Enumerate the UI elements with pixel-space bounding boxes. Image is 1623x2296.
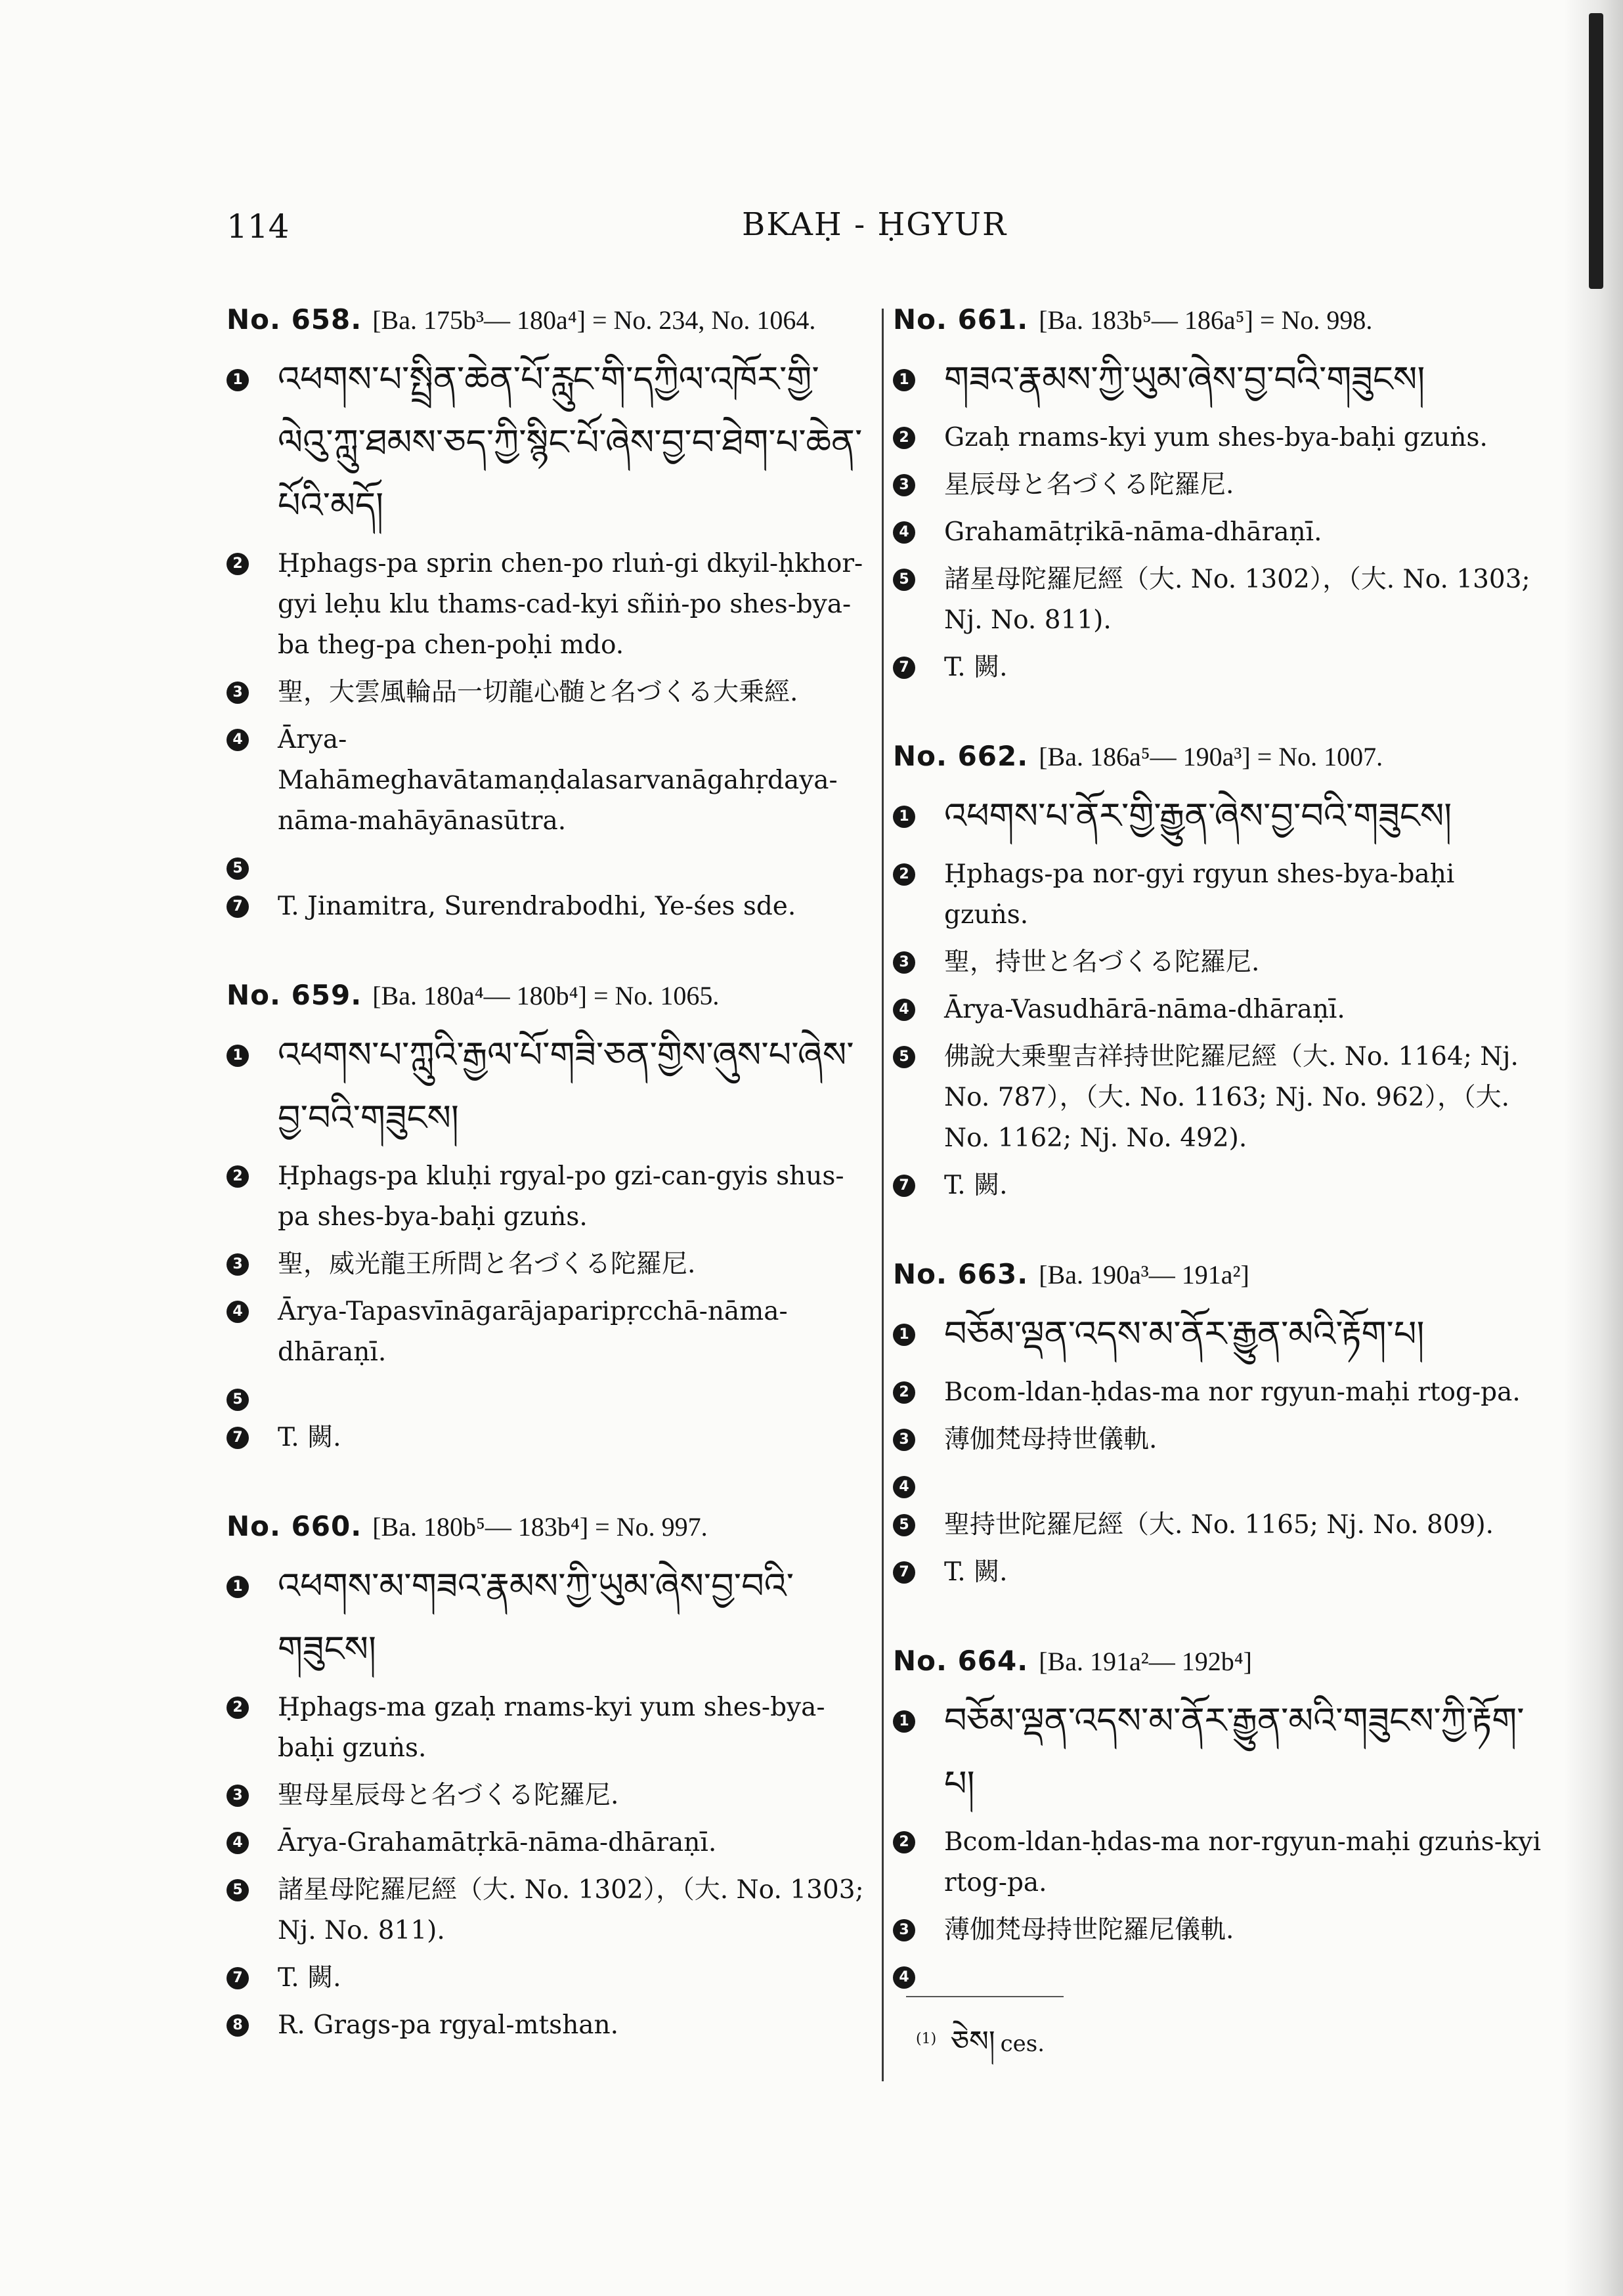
field-tibetan-title [893, 1303, 1543, 1366]
marker-4: 4 [893, 1966, 915, 1989]
transliteration: Ḥphags-ma gzaḥ rnams-kyi yum shes-bya-baḥi gzuṅs. [278, 1693, 825, 1763]
marker-4: 4 [893, 999, 915, 1021]
marker-3: 3 [227, 1785, 249, 1807]
sanskrit-title: Ārya-Tapasvīnāgarājaparipṛcchā-nāma-dhāraṇī. [278, 1297, 788, 1367]
marker-2: 2 [227, 1165, 249, 1188]
marker-5: 5 [893, 569, 915, 591]
entry-664 [893, 1640, 1543, 1989]
tibetan-title: གཟའ་རྣམས་ཀྱི་ཡུམ་ཞེས་བྱ་བའི་གཟུངས། [944, 358, 1425, 400]
entry-663 [893, 1253, 1543, 1593]
marker-5: 5 [893, 1514, 915, 1536]
tibetan-title: འཕགས་པ་སྤྲིན་ཆེན་པོ་རླུང་གི་དཀྱིལ་འཁོར་གྱི་ལེའུ་ཀླུ་ཐམས་ཅད་ཀྱི་སྙིང་པོ་ཞེས་བྱ་བ་ཐེག་པ་ཆེན་པོའི་མདོ། [278, 358, 863, 526]
field-translator [227, 1958, 870, 1999]
marker-2: 2 [893, 1381, 915, 1404]
entry-661 [893, 299, 1543, 688]
japanese-title: 聖，大雲風輪品一切龍心髄と名づくる大乗經. [278, 678, 798, 707]
translator: T. 闕. [278, 1423, 341, 1452]
marker-7: 7 [893, 1561, 915, 1584]
field-translator [227, 886, 870, 927]
page-number: 114 [227, 207, 290, 246]
entry-number: No. 659. [227, 979, 362, 1011]
field-tibetan-title [227, 1555, 870, 1681]
marker-8: 8 [227, 2014, 249, 2037]
entry-header [227, 974, 870, 1017]
entry-reference: [Ba. 190a³— 191a²] [1039, 1260, 1249, 1289]
tibetan-title: བཅོམ་ལྡན་འདས་མ་ནོར་རྒྱུན་མའི་གཟུངས་ཀྱི་རྟོག་པ། [944, 1700, 1525, 1804]
marker-1: 1 [893, 1710, 915, 1733]
translator: T. Jinamitra, Surendrabodhi, Ye-śes sde. [278, 892, 796, 921]
entry-662 [893, 735, 1543, 1206]
japanese-title: 薄伽梵母持世儀軌. [944, 1425, 1158, 1454]
entry-659 [227, 974, 870, 1458]
field-reviser [227, 2005, 870, 2046]
entry-658 [227, 299, 870, 927]
field-transliteration [893, 854, 1543, 936]
transliteration: Bcom-ldan-ḥdas-ma nor rgyun-maḥi rtog-pa. [944, 1377, 1521, 1407]
entry-header [893, 1640, 1543, 1683]
marker-4: 4 [227, 1832, 249, 1854]
marker-1: 1 [227, 1576, 249, 1598]
marker-2: 2 [893, 1831, 915, 1853]
field-transliteration [227, 1687, 870, 1769]
field-sanskrit-title [893, 1467, 1543, 1498]
marker-2: 2 [227, 1697, 249, 1719]
field-chinese-parallel [893, 1037, 1543, 1159]
marker-7: 7 [893, 1175, 915, 1197]
field-chinese-parallel [227, 848, 870, 880]
marker-5: 5 [893, 1046, 915, 1068]
entry-660 [227, 1505, 870, 2046]
marker-4: 4 [893, 1476, 915, 1498]
marker-3: 3 [893, 1919, 915, 1941]
japanese-title: 薄伽梵母持世陀羅尼儀軌. [944, 1915, 1234, 1945]
transliteration: Ḥphags-pa sprin chen-po rluṅ-gi dkyil-ḥkhor-gyi leḥu klu thams-cad-kyi sñiṅ-po shes-bya-ba theg-pa chen-poḥi mdo. [278, 549, 863, 660]
field-tibetan-title [227, 1024, 870, 1150]
footnote-mark: (1) [916, 2030, 937, 2047]
page-edge-shadow [1564, 0, 1623, 2296]
sanskrit-title: Ārya-Mahāmeghavātamaṇḍalasarvanāgahṛdaya-nāma-mahāyānasūtra. [278, 725, 838, 836]
field-transliteration [893, 1372, 1543, 1413]
transliteration: Ḥphags-pa nor-gyi rgyun shes-bya-baḥi gzuṅs. [944, 859, 1455, 930]
field-transliteration [227, 544, 870, 666]
field-japanese-title [893, 465, 1543, 506]
sanskrit-title: Grahamātṛikā-nāma-dhāraṇī. [944, 517, 1322, 547]
marker-7: 7 [227, 1427, 249, 1449]
marker-2: 2 [893, 863, 915, 886]
sanskrit-title: Ārya-Vasudhārā-nāma-dhāraṇī. [944, 995, 1345, 1024]
japanese-title: 星辰母と名づくる陀羅尼. [944, 470, 1234, 500]
japanese-title: 聖，持世と名づくる陀羅尼. [944, 947, 1260, 977]
marker-1: 1 [227, 1045, 249, 1067]
japanese-title: 聖，威光龍王所問と名づくる陀羅尼. [278, 1249, 696, 1279]
entry-header [227, 1505, 870, 1548]
tibetan-title: འཕགས་མ་གཟའ་རྣམས་ཀྱི་ཡུམ་ཞེས་བྱ་བའི་གཟུངས། [278, 1565, 794, 1670]
marker-5: 5 [227, 857, 249, 880]
field-chinese-parallel [227, 1870, 870, 1951]
field-transliteration [893, 418, 1543, 458]
chinese-parallel: 諸星母陀羅尼經（大. No. 1302），（大. No. 1303; Nj. No. 811). [944, 565, 1530, 635]
entry-number: No. 658. [227, 303, 362, 336]
tibetan-title: འཕགས་པ་ཀླུའི་རྒྱལ་པོ་གཟི་ཅན་གྱིས་ཞུས་པ་ཞེས་བྱ་བའི་གཟུངས། [278, 1034, 854, 1138]
left-column [227, 299, 870, 2093]
japanese-title: 聖母星辰母と名づくる陀羅尼. [278, 1781, 619, 1810]
footnote [916, 2009, 1045, 2090]
marker-7: 7 [893, 657, 915, 679]
field-transliteration [227, 1156, 870, 1238]
column-divider [882, 309, 884, 2081]
entry-reference: [Ba. 191a²— 192b⁴] [1039, 1647, 1252, 1676]
field-japanese-title [893, 1910, 1543, 1951]
entry-reference: [Ba. 186a⁵— 190a³] = No. 1007. [1039, 742, 1383, 771]
chinese-parallel: 諸星母陀羅尼經（大. No. 1302），（大. No. 1303; Nj. No. 811). [278, 1875, 864, 1945]
reviser: R. Grags-pa rgyal-mtshan. [278, 2010, 619, 2040]
marker-2: 2 [227, 553, 249, 575]
marker-3: 3 [893, 1429, 915, 1451]
field-transliteration [893, 1822, 1543, 1903]
marker-4: 4 [227, 729, 249, 751]
tibetan-title: འཕགས་པ་ནོར་གྱི་རྒྱུན་ཞེས་བྱ་བའི་གཟུངས། [944, 795, 1452, 836]
binding-mark [1589, 13, 1603, 289]
field-translator [893, 1165, 1543, 1206]
field-tibetan-title [227, 348, 870, 537]
entry-reference: [Ba. 180b⁵— 183b⁴] = No. 997. [372, 1512, 708, 1542]
translator: T. 闕. [944, 1557, 1008, 1587]
field-translator [893, 647, 1543, 688]
translator: T. 闕. [944, 1171, 1008, 1200]
translator: T. 闕. [944, 653, 1008, 682]
marker-3: 3 [227, 1253, 249, 1276]
field-chinese-parallel [893, 559, 1543, 641]
field-translator [893, 1552, 1543, 1593]
field-sanskrit-title [227, 1823, 870, 1863]
footnote-rule [906, 1996, 1064, 1997]
sanskrit-title: Ārya-Grahamātṛkā-nāma-dhāraṇī. [278, 1828, 717, 1857]
entry-number: No. 663. [893, 1258, 1029, 1290]
marker-1: 1 [893, 806, 915, 828]
running-head: BKAḤ - ḤGYUR [742, 206, 1008, 243]
marker-5: 5 [227, 1879, 249, 1901]
field-japanese-title [227, 1244, 870, 1285]
field-japanese-title [893, 1419, 1543, 1460]
field-japanese-title [227, 672, 870, 713]
marker-3: 3 [893, 474, 915, 496]
transliteration: Gzaḥ rnams-kyi yum shes-bya-baḥi gzuṅs. [944, 423, 1488, 452]
marker-5: 5 [227, 1389, 249, 1411]
entry-header [893, 735, 1543, 778]
marker-4: 4 [893, 521, 915, 544]
field-tibetan-title [893, 785, 1543, 848]
right-column [893, 299, 1543, 2036]
marker-3: 3 [227, 682, 249, 704]
field-sanskrit-title [893, 1957, 1543, 1989]
field-chinese-parallel [893, 1505, 1543, 1546]
entry-reference: [Ba. 183b⁵— 186a⁵] = No. 998. [1039, 305, 1373, 335]
chinese-parallel: 佛說大乗聖吉祥持世陀羅尼經（大. No. 1164; Nj. No. 787），（大. No. 1163; Nj. No. 962），（大. No. 1162; Nj. No. 492). [944, 1042, 1519, 1153]
translator: T. 闕. [278, 1963, 341, 1993]
marker-3: 3 [893, 951, 915, 974]
field-japanese-title [227, 1775, 870, 1816]
entry-number: No. 664. [893, 1645, 1029, 1677]
marker-1: 1 [227, 369, 249, 391]
entry-reference: [Ba. 175b³— 180a⁴] = No. 234, No. 1064. [372, 305, 816, 335]
entry-header [227, 299, 870, 341]
transliteration: Bcom-ldan-ḥdas-ma nor-rgyun-maḥi gzuṅs-kyi rtog-pa. [944, 1827, 1542, 1897]
marker-7: 7 [227, 1967, 249, 1989]
entry-number: No. 661. [893, 303, 1029, 336]
field-translator [227, 1418, 870, 1458]
field-tibetan-title [893, 1689, 1543, 1815]
field-sanskrit-title [227, 720, 870, 842]
entry-number: No. 662. [893, 740, 1029, 772]
field-sanskrit-title [893, 989, 1543, 1030]
chinese-parallel: 聖持世陀羅尼經（大. No. 1165; Nj. No. 809). [944, 1510, 1494, 1540]
transliteration: Ḥphags-pa kluḥi rgyal-po gzi-can-gyis shus-pa shes-bya-baḥi gzuṅs. [278, 1161, 844, 1232]
field-tibetan-title [893, 348, 1543, 411]
marker-4: 4 [227, 1301, 249, 1323]
marker-2: 2 [893, 427, 915, 449]
entry-number: No. 660. [227, 1510, 362, 1542]
field-chinese-parallel [227, 1379, 870, 1411]
marker-1: 1 [893, 1324, 915, 1346]
field-japanese-title [893, 942, 1543, 983]
field-sanskrit-title [893, 512, 1543, 553]
entry-header [893, 299, 1543, 341]
field-sanskrit-title [227, 1291, 870, 1373]
marker-1: 1 [893, 369, 915, 391]
footnote-text: ces. [1000, 2031, 1045, 2057]
entry-header [893, 1253, 1543, 1296]
footnote-tibetan: ཅེས། [951, 2025, 995, 2058]
marker-7: 7 [227, 896, 249, 918]
tibetan-title: བཅོམ་ལྡན་འདས་མ་ནོར་རྒྱུན་མའི་རྟོག་པ། [944, 1313, 1425, 1354]
entry-reference: [Ba. 180a⁴— 180b⁴] = No. 1065. [372, 981, 720, 1010]
